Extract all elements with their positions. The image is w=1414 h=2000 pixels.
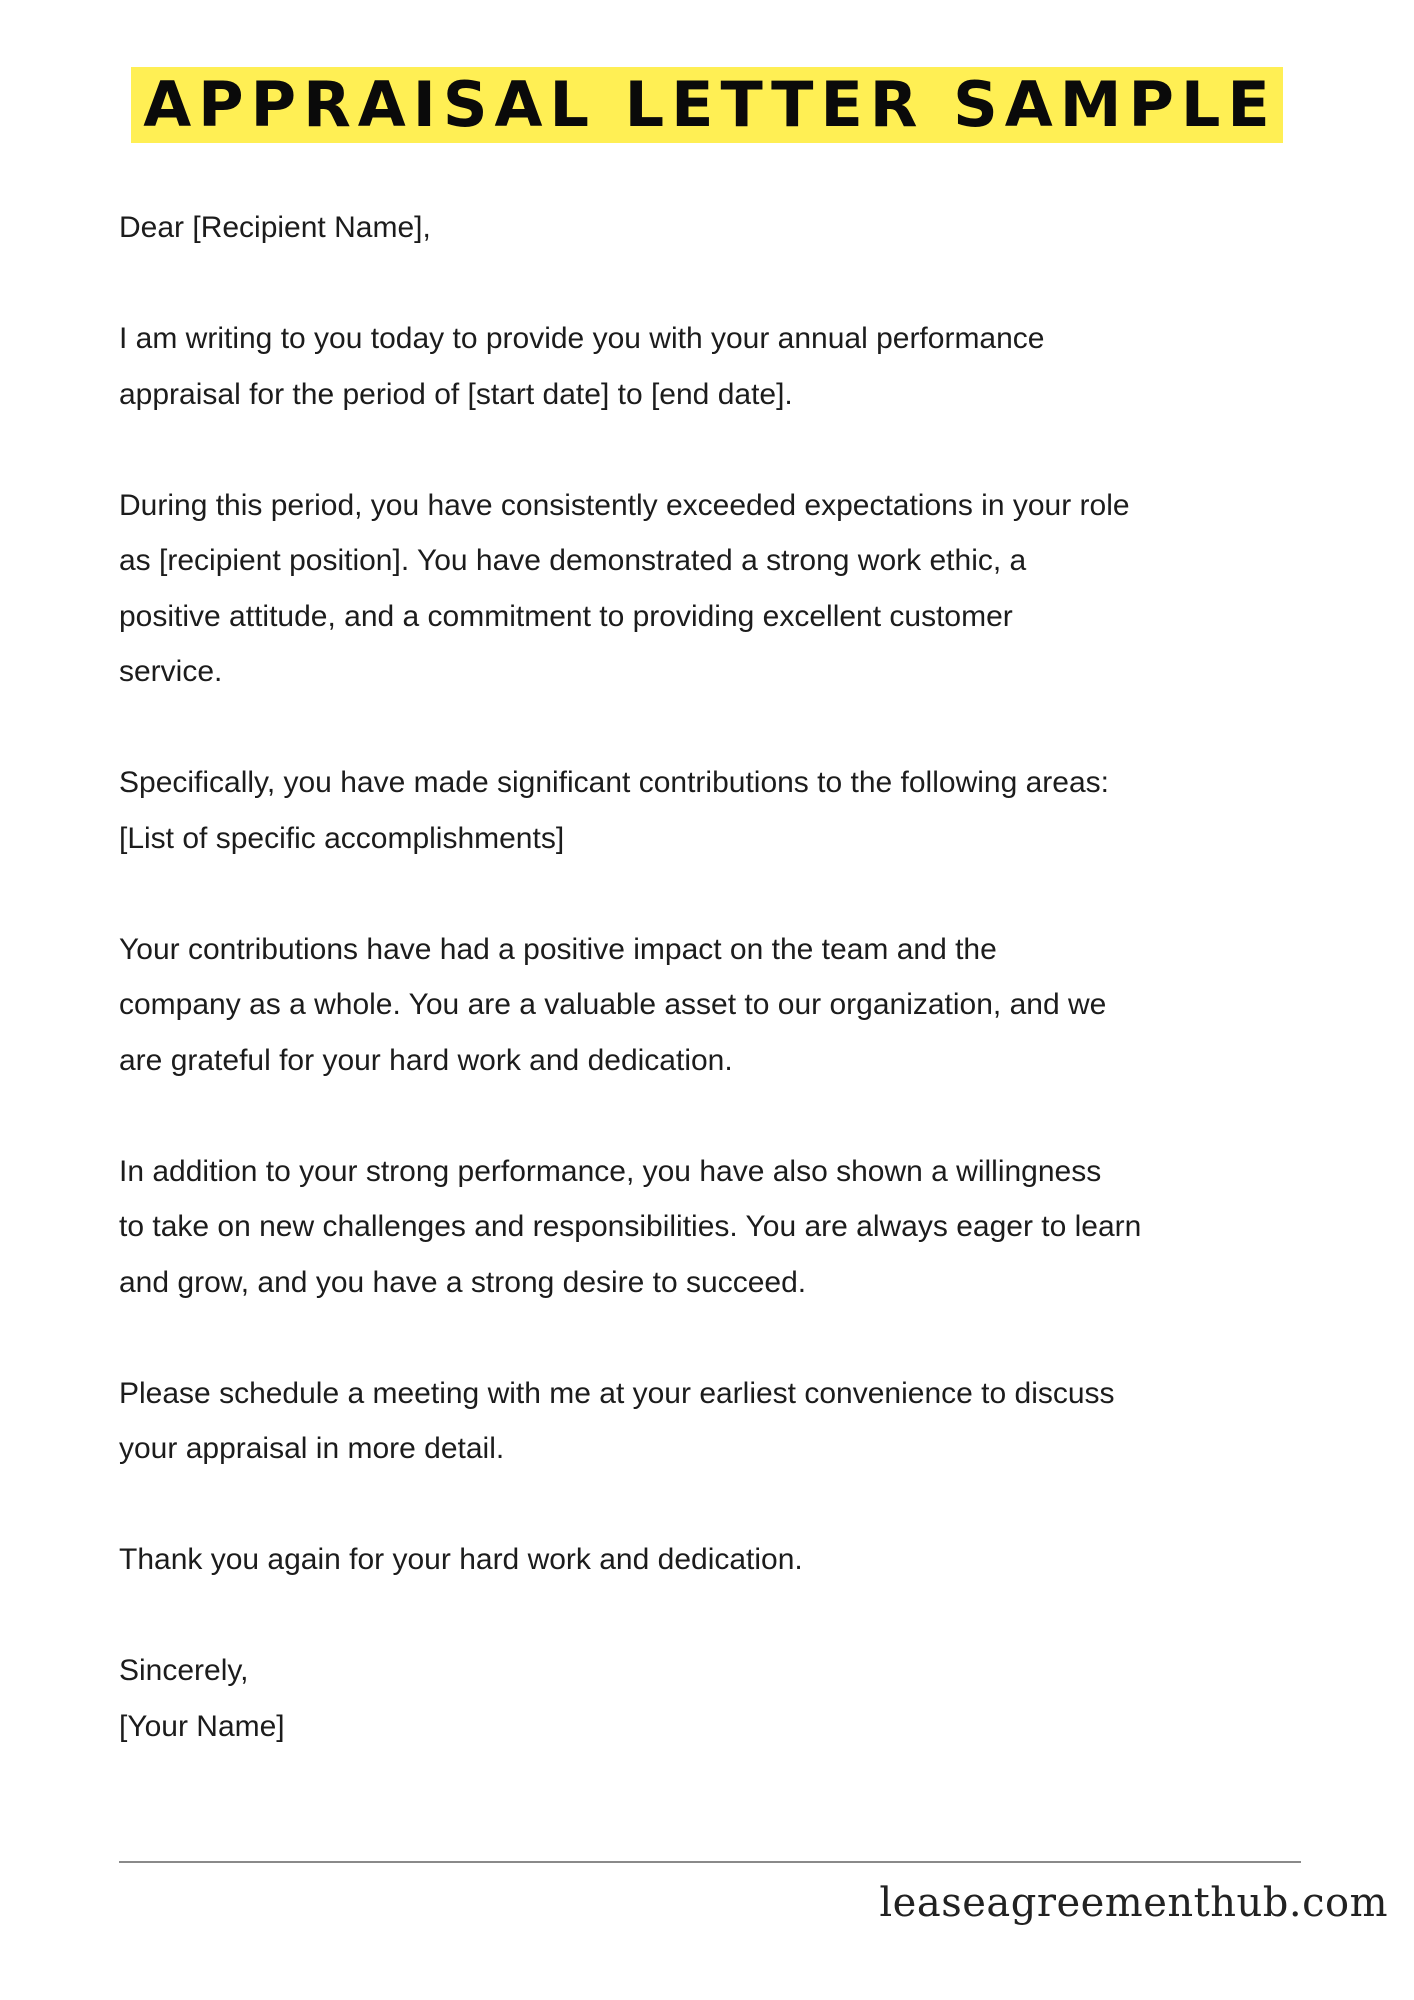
paragraph-5 bbox=[119, 1144, 1319, 1311]
paragraph-3 bbox=[119, 755, 1319, 866]
paragraph-line: to take on new challenges and responsibilities. You are always eager to learn bbox=[119, 1210, 1142, 1243]
paragraph-line: [List of specific accomplishments] bbox=[119, 821, 565, 855]
closing: Sincerely, bbox=[119, 1654, 249, 1687]
paragraph-line: I am writing to you today to provide you with your annual performance bbox=[119, 322, 1045, 355]
paragraph-line: Your contributions have had a positive impact on the team and the bbox=[119, 932, 997, 966]
paragraph-line: appraisal for the period of [start date] to [end date]. bbox=[119, 377, 793, 411]
page-title: APPRAISAL LETTER SAMPLE bbox=[131, 67, 1283, 143]
paragraph-line: your appraisal in more detail. bbox=[119, 1432, 505, 1465]
paragraph-line: positive attitude, and a commitment to providing excellent customer bbox=[119, 599, 1013, 633]
paragraph-6 bbox=[119, 1366, 1319, 1477]
paragraph-line: company as a whole. You are a valuable asset to our organization, and we bbox=[119, 988, 1107, 1021]
paragraph-line: Please schedule a meeting with me at your earliest convenience to discuss bbox=[119, 1376, 1115, 1410]
paragraph-4 bbox=[119, 922, 1319, 1089]
paragraph-line: In addition to your strong performance, you have also shown a willingness bbox=[119, 1154, 1102, 1188]
website-logo: leaseagreementhub.com bbox=[879, 1880, 1388, 1926]
paragraph-line: Specifically, you have made significant contributions to the following areas: bbox=[119, 766, 1109, 799]
paragraph-line: as [recipient position]. You have demonstrated a strong work ethic, a bbox=[119, 544, 1027, 577]
signature: [Your Name] bbox=[119, 1709, 285, 1743]
paragraph-line: are grateful for your hard work and dedication. bbox=[119, 1043, 733, 1077]
paragraph-line: During this period, you have consistently exceeded expectations in your role bbox=[119, 488, 1130, 522]
paragraph-1 bbox=[119, 311, 1319, 422]
paragraph-line: service. bbox=[119, 655, 223, 688]
paragraph-line: and grow, and you have a strong desire to succeed. bbox=[119, 1265, 807, 1299]
greeting: Dear [Recipient Name], bbox=[119, 211, 431, 244]
paragraph-2 bbox=[119, 478, 1319, 700]
footer-divider bbox=[119, 1861, 1301, 1863]
letter-body bbox=[119, 200, 1319, 1754]
title-container bbox=[0, 67, 1414, 143]
paragraph-line: Thank you again for your hard work and dedication. bbox=[119, 1543, 803, 1576]
paragraph-7 bbox=[119, 1532, 1319, 1588]
